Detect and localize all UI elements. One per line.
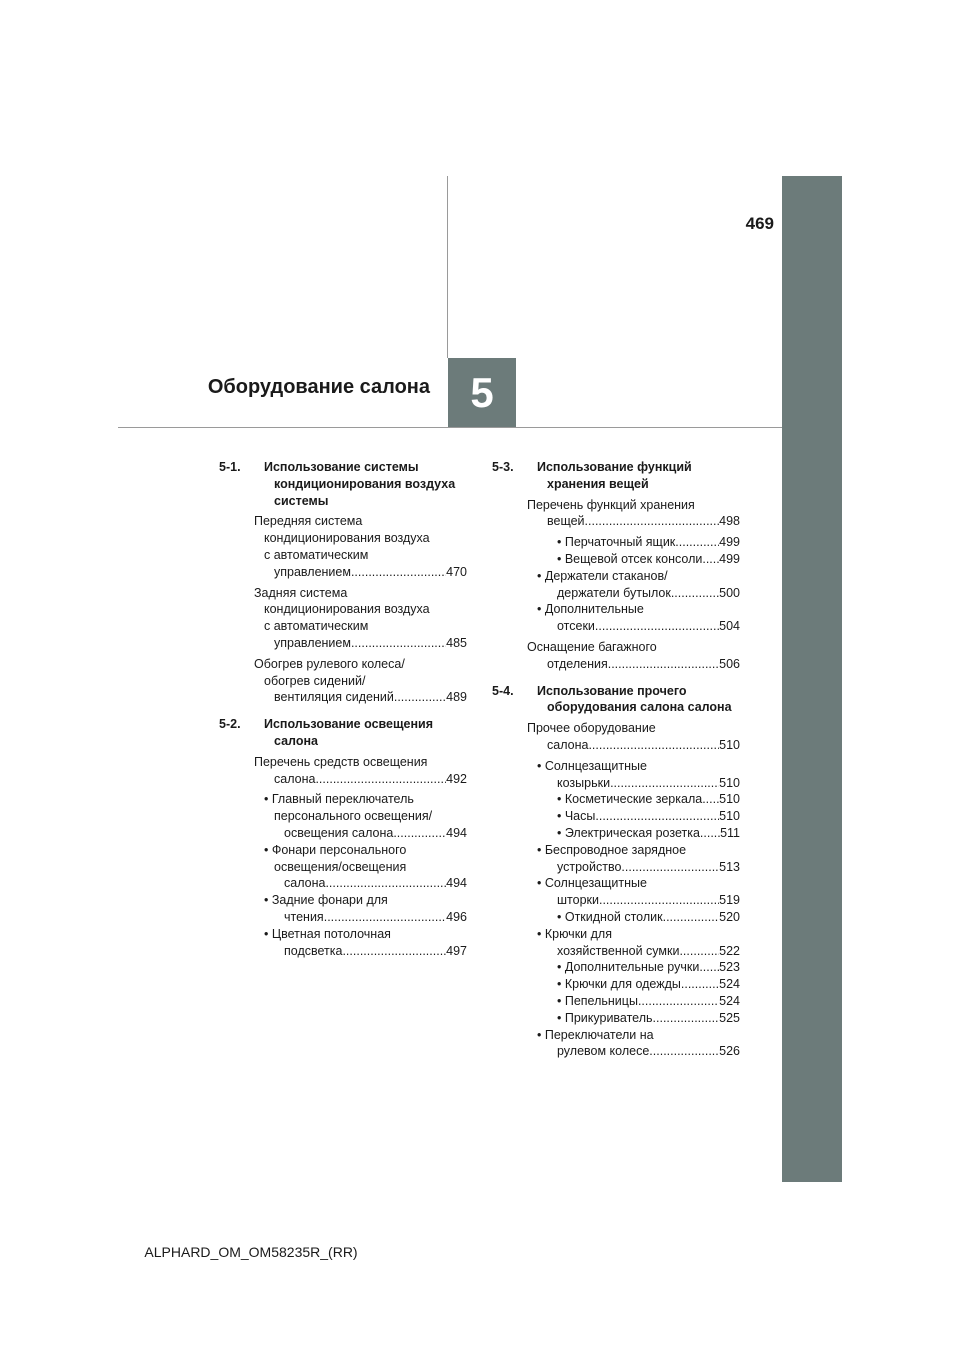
entry-page-line — [284, 943, 467, 960]
entry-page-line — [557, 892, 740, 909]
entry-page-number: 520 — [719, 909, 740, 924]
section-title: Использование освещения салона — [264, 717, 434, 748]
toc-section — [492, 459, 740, 673]
dot-leader — [671, 585, 719, 602]
entry-page-line — [547, 513, 740, 530]
toc-entry[interactable] — [537, 791, 740, 808]
entry-text-line: • Прикуриватель — [557, 1010, 653, 1025]
toc-entry[interactable] — [254, 585, 467, 652]
entry-text-line: шторки — [557, 893, 599, 908]
dot-leader — [393, 825, 446, 842]
entry-page-number: 498 — [719, 514, 740, 529]
entry-page-number: 523 — [719, 960, 740, 975]
entry-text-line: Оснащение багажного — [527, 639, 657, 654]
entry-page-number: 497 — [446, 943, 467, 958]
entry-text-line: кондиционирования воздуха — [264, 531, 430, 546]
entry-page-number: 510 — [719, 809, 740, 824]
entry-text-line: салона — [284, 876, 326, 891]
entry-text-line: устройство — [557, 859, 622, 874]
entry-text-line: Обогрев рулевого колеса/ — [254, 656, 405, 671]
entry-page-line — [557, 775, 740, 792]
toc-entry[interactable] — [537, 909, 740, 926]
entry-page-number: 526 — [719, 1044, 740, 1059]
toc-entry[interactable] — [264, 842, 467, 892]
entry-text-line: хозяйственной сумки — [557, 943, 680, 958]
toc-entry[interactable] — [537, 926, 740, 960]
toc-entry[interactable] — [537, 842, 740, 876]
dot-leader — [595, 618, 719, 635]
entry-text-line: • Часы — [557, 809, 596, 824]
entry-page-line — [557, 1010, 740, 1027]
entry-text-line: • Задние фонари для — [264, 893, 388, 908]
entry-text-line: • Солнцезащитные — [537, 758, 647, 773]
entry-page-number: 510 — [719, 737, 740, 752]
entry-page-line — [284, 825, 467, 842]
entry-text-line: • Дополнительные ручки — [557, 960, 700, 975]
entry-page-line — [284, 875, 467, 892]
toc-section — [219, 716, 467, 959]
entry-page-line — [557, 976, 740, 993]
section-entries — [254, 754, 467, 960]
document-footer: ALPHARD_OM_OM58235R_(RR) — [144, 1244, 358, 1260]
entry-page-line — [547, 656, 740, 673]
entry-text-line: Задняя система — [254, 585, 348, 600]
entry-text-line: салона — [274, 771, 316, 786]
toc-entry[interactable] — [254, 754, 467, 788]
section-entries — [527, 720, 740, 1060]
entry-text-line: подсветка — [284, 943, 343, 958]
entry-text-line: держатели бутылок — [557, 585, 671, 600]
horizontal-rule — [118, 427, 782, 428]
dot-leader — [700, 825, 720, 842]
entry-text-line: • Перчаточный ящик — [557, 535, 676, 550]
entry-page-line — [557, 551, 740, 568]
entry-text-line: Передняя система — [254, 514, 363, 529]
toc-entry[interactable] — [537, 1010, 740, 1027]
entry-text-line: кондиционирования воздуха — [264, 602, 430, 617]
entry-text-line: • Вещевой отсек консоли — [557, 551, 703, 566]
section-number: 5-4. — [492, 683, 514, 698]
entry-page-number: 489 — [446, 690, 467, 705]
entry-page-number: 506 — [719, 656, 740, 671]
entry-text-line: козырьки — [557, 775, 611, 790]
toc-entry[interactable] — [527, 497, 740, 531]
entry-text-line: • Держатели стаканов/ — [537, 568, 668, 583]
entry-text-line: Перечень функций хранения — [527, 497, 695, 512]
toc-entry[interactable] — [537, 568, 740, 602]
entry-page-number: 524 — [719, 993, 740, 1008]
dot-leader — [699, 959, 719, 976]
entry-text-line: салона — [547, 737, 589, 752]
entry-page-number: 499 — [719, 551, 740, 566]
entry-text-line: • Цветная потолочная — [264, 926, 391, 941]
entry-page-line — [557, 909, 740, 926]
dot-leader — [679, 943, 719, 960]
entry-text-line: отделения — [547, 656, 608, 671]
entry-page-number: 525 — [719, 1010, 740, 1025]
entry-page-line — [547, 737, 740, 754]
dot-leader — [608, 656, 719, 673]
entry-page-line — [274, 689, 467, 706]
toc-entry[interactable] — [537, 534, 740, 551]
toc-entry[interactable] — [254, 656, 467, 706]
dot-leader — [663, 909, 720, 926]
toc-section — [219, 459, 467, 706]
dot-leader — [351, 635, 446, 652]
entry-text-line: Перечень средств освещения — [254, 754, 428, 769]
entry-page-number: 524 — [719, 977, 740, 992]
entry-page-number: 470 — [446, 564, 467, 579]
chapter-side-tab — [782, 176, 842, 1182]
dot-leader — [599, 892, 719, 909]
entry-text-line: • Пепельницы — [557, 993, 638, 1008]
entry-page-number: 510 — [719, 775, 740, 790]
entry-page-number: 504 — [719, 619, 740, 634]
entry-page-line — [557, 959, 740, 976]
entry-text-line: управлением — [274, 635, 351, 650]
entry-page-line — [557, 943, 740, 960]
toc-entry[interactable] — [537, 993, 740, 1010]
dot-leader — [394, 689, 446, 706]
toc-entry[interactable] — [264, 791, 467, 841]
entry-page-number: 519 — [719, 893, 740, 908]
dot-leader — [324, 909, 446, 926]
dot-leader — [638, 993, 719, 1010]
entry-text-line: управлением — [274, 564, 351, 579]
entry-page-number: 492 — [446, 771, 467, 786]
entry-page-line — [557, 859, 740, 876]
section-number: 5-3. — [492, 460, 514, 474]
dot-leader — [702, 551, 719, 568]
entry-page-line — [557, 808, 740, 825]
entry-text-line: вещей — [547, 514, 585, 529]
entry-page-number: 499 — [719, 535, 740, 550]
section-entries — [527, 497, 740, 673]
toc-entry[interactable] — [537, 959, 740, 976]
entry-text-line: освещения/освещения — [274, 859, 407, 874]
entry-page-line — [557, 993, 740, 1010]
dot-leader — [653, 1010, 720, 1027]
dot-leader — [342, 943, 446, 960]
dot-leader — [315, 771, 446, 788]
dot-leader — [610, 775, 719, 792]
entry-page-line — [557, 618, 740, 635]
chapter-title: Оборудование салона — [207, 376, 430, 398]
entry-text-line: • Откидной столик — [557, 909, 663, 924]
entry-page-line — [557, 585, 740, 602]
entry-page-number: 513 — [719, 859, 740, 874]
dot-leader — [325, 875, 446, 892]
entry-page-number: 522 — [719, 943, 740, 958]
section-number: 5-2. — [219, 717, 241, 732]
toc-entry[interactable] — [537, 976, 740, 993]
entry-text-line: Прочее оборудование — [527, 721, 656, 736]
entry-text-line: освещения салона — [284, 825, 394, 840]
entry-text-line: • Крючки для — [537, 926, 612, 941]
entry-text-line: • Электрическая розетка — [557, 825, 700, 840]
entry-text-line: • Солнцезащитные — [537, 876, 647, 891]
toc-entry[interactable] — [527, 720, 740, 754]
toc-entry[interactable] — [537, 1027, 740, 1061]
entry-text-line: рулевом колесе — [557, 1044, 650, 1059]
entry-text-line: • Крючки для одежды — [557, 977, 681, 992]
toc-entry[interactable] — [537, 758, 740, 792]
entry-text-line: отсеки — [557, 619, 595, 634]
dot-leader — [621, 859, 719, 876]
entry-page-number: 485 — [446, 635, 467, 650]
entry-page-line — [274, 771, 467, 788]
section-title: Использование прочего оборудования салона салона — [537, 683, 732, 715]
toc-entry[interactable] — [264, 926, 467, 960]
entry-page-number: 494 — [446, 825, 467, 840]
chapter-number: 5 — [470, 369, 494, 416]
entry-page-number: 511 — [720, 825, 740, 840]
page-number: 469 — [745, 214, 774, 233]
toc-entry[interactable] — [527, 639, 740, 673]
toc-entry[interactable] — [264, 892, 467, 926]
dot-leader — [675, 534, 719, 551]
entry-page-line — [557, 1043, 740, 1060]
entry-text-line: • Переключатели на — [537, 1027, 654, 1042]
dot-leader — [585, 513, 720, 530]
section-number: 5-1. — [219, 460, 241, 474]
entry-page-line — [274, 635, 467, 652]
dot-leader — [702, 791, 719, 808]
entry-text-line: • Косметические зеркала — [557, 792, 703, 807]
entry-page-line — [557, 534, 740, 551]
toc-entry[interactable] — [537, 825, 740, 842]
entry-text-line: • Фонари персонального — [264, 842, 407, 857]
toc-entry[interactable] — [537, 601, 740, 635]
entry-text-line: обогрев сидений/ — [264, 673, 366, 688]
entry-text-line: с автоматическим — [264, 547, 369, 562]
entry-page-number: 510 — [719, 792, 740, 807]
toc-section — [492, 683, 740, 1061]
section-entries — [254, 513, 467, 706]
dot-leader — [649, 1043, 719, 1060]
entry-page-line — [557, 825, 740, 842]
entry-page-number: 496 — [446, 909, 467, 924]
entry-page-number: 494 — [446, 876, 467, 891]
toc-entry[interactable] — [254, 513, 467, 580]
toc-column-right — [492, 459, 740, 1070]
entry-text-line: • Беспроводное зарядное — [537, 842, 687, 857]
toc-entry[interactable] — [537, 551, 740, 568]
section-title: Использование функций хранения вещей — [537, 460, 692, 491]
entry-page-number: 500 — [719, 585, 740, 600]
entry-text-line: персонального освещения/ — [274, 809, 433, 824]
entry-page-line — [557, 791, 740, 808]
dot-leader — [681, 976, 719, 993]
entry-text-line: • Дополнительные — [537, 602, 644, 617]
toc-column-left — [219, 459, 467, 969]
toc-entry[interactable] — [537, 875, 740, 909]
entry-page-line — [274, 564, 467, 581]
vertical-rule — [447, 176, 448, 358]
toc-entry[interactable] — [537, 808, 740, 825]
entry-text-line: чтения — [284, 909, 324, 924]
section-title: Использование системы кондиционирования воздуха системы — [264, 460, 456, 508]
entry-page-line — [284, 909, 467, 926]
entry-text-line: • Главный переключатель — [264, 792, 414, 807]
dot-leader — [351, 564, 446, 581]
dot-leader — [588, 737, 719, 754]
dot-leader — [595, 808, 719, 825]
entry-text-line: с автоматическим — [264, 619, 369, 634]
entry-text-line: вентиляция сидений — [274, 690, 394, 705]
